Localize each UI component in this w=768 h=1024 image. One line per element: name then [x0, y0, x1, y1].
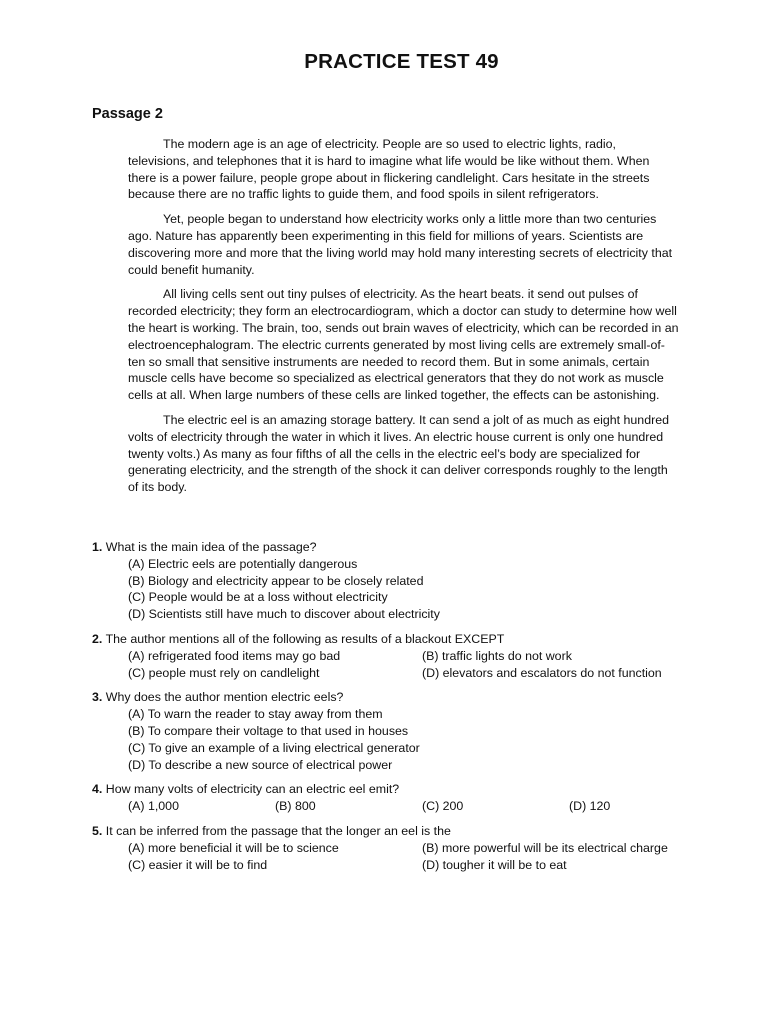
question-number: 3.	[92, 690, 103, 705]
answer-option: (D) 120	[569, 799, 611, 814]
passage-paragraph: The modern age is an age of electricity. People are so used to electric lights, radio, televisions, and telephones that it is hard to imagine what life would be like without them. When there is a power failure, people grope about in flickering candlelight. Cars hesitate in the streets because there are no traffic lights to guide them, and food spoils in silent refrigerators.	[128, 137, 650, 202]
question-2	[92, 631, 692, 681]
question-number: 2.	[92, 631, 103, 646]
answer-option: (A) 1,000	[128, 799, 179, 814]
passage-label: Passage 2	[92, 106, 163, 122]
passage-paragraph: All living cells sent out tiny pulses of electricity. As the heart beats. it send out pulses of recorded electricity; they form an electrocardiogram, which a doctor can study to determine how well the heart is working. The brain, too, sends out brain waves of electricity, which can be recorded in an electroencephalogram. The electric currents generated by most living cells are extremely small-of-ten so small that sensitive instruments are needed to record them. But in some animals, certain muscle cells have become so specialized as electrical generators that they do not work as muscle cells at all. When large numbers of these cells are linked together, the effects can be astonishing.	[128, 287, 679, 403]
answer-option: (A) refrigerated food items may go bad	[128, 648, 341, 663]
answer-option: (B) 800	[275, 799, 316, 814]
question-stem: Why does the author mention electric eels?	[105, 690, 344, 705]
answer-option: (B) traffic lights do not work	[422, 648, 572, 663]
answer-option: (A) To warn the reader to stay away from them	[128, 707, 383, 722]
question-number: 5.	[92, 823, 103, 838]
answer-options	[128, 648, 692, 682]
passage-body	[128, 136, 680, 504]
question-5	[92, 823, 692, 873]
question-number: 4.	[92, 782, 103, 797]
question-3	[92, 689, 692, 773]
page-title: PRACTICE TEST 49	[304, 50, 499, 73]
answer-options	[128, 798, 692, 815]
answer-options	[128, 556, 692, 623]
answer-option: (C) To give an example of a living electrical generator	[128, 740, 420, 755]
answer-option: (D) Scientists still have much to discover about electricity	[128, 607, 440, 622]
question-stem: It can be inferred from the passage that the longer an eel is the	[105, 823, 451, 838]
question-list	[92, 539, 692, 881]
answer-option: (D) elevators and escalators do not function	[422, 665, 662, 680]
answer-option: (B) Biology and electricity appear to be closely related	[128, 573, 424, 588]
answer-option: (B) more powerful will be its electrical charge	[422, 840, 668, 855]
question-4	[92, 781, 692, 815]
question-stem: How many volts of electricity can an electric eel emit?	[105, 782, 400, 797]
answer-option: (D) tougher it will be to eat	[422, 857, 567, 872]
passage-paragraph: Yet, people began to understand how electricity works only a little more than two centuries ago. Nature has apparently been experimenting in this field for millions of years. Scientists are discovering more and more that the living world may hold many interesting secrets of electricity that could benefit humanity.	[128, 212, 673, 277]
answer-option: (C) people must rely on candlelight	[128, 665, 320, 680]
question-stem: The author mentions all of the following as results of a blackout EXCEPT	[105, 631, 505, 646]
question-1	[92, 539, 692, 623]
answer-options	[128, 840, 692, 874]
answer-option: (C) People would be at a loss without electricity	[128, 590, 388, 605]
answer-option: (B) To compare their voltage to that used in houses	[128, 723, 409, 738]
question-stem: What is the main idea of the passage?	[105, 540, 317, 554]
answer-option: (A) more beneficial it will be to science	[128, 840, 339, 855]
answer-option: (C) 200	[422, 799, 464, 814]
answer-option: (C) easier it will be to find	[128, 857, 268, 872]
question-number: 1.	[92, 540, 103, 554]
passage-paragraph: The electric eel is an amazing storage battery. It can send a jolt of as much as eight hundred volts of electricity through the water in which it lives. An electric house current is only one hundred twenty volts.) As many as four fifths of all the cells in the electric eel’s body are specialized for generating electricity, and the strength of the shock it can deliver corresponds roughly to the length of its body.	[128, 412, 670, 495]
answer-options	[128, 706, 692, 773]
answer-option: (A) Electric eels are potentially dangerous	[128, 556, 358, 571]
answer-option: (D) To describe a new source of electrical power	[128, 757, 393, 772]
